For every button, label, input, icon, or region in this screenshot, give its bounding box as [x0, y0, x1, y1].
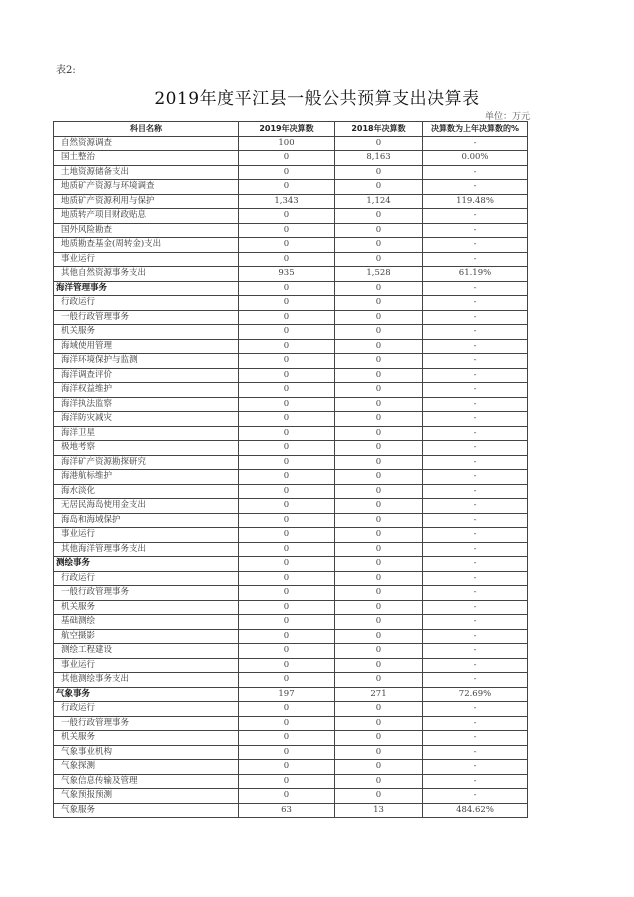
cell-subject-name: 气象预报预测: [54, 789, 239, 804]
category-row: [54, 281, 528, 296]
cell-2019-actual: 0: [239, 644, 335, 659]
cell-ratio-percent: -: [423, 368, 528, 383]
table-row: [54, 745, 528, 760]
cell-subject-name: 国土整治: [54, 151, 239, 166]
cell-2019-actual: 0: [239, 571, 335, 586]
cell-subject-name: 海洋环境保护与监测: [54, 354, 239, 369]
cell-ratio-percent: -: [423, 252, 528, 267]
cell-subject-name: 气象服务: [54, 803, 239, 818]
cell-2019-actual: 0: [239, 151, 335, 166]
table-row: [54, 658, 528, 673]
cell-ratio-percent: -: [423, 426, 528, 441]
cell-subject-name: 极地考察: [54, 441, 239, 456]
table-row: [54, 238, 528, 253]
table-row: [54, 354, 528, 369]
cell-ratio-percent: -: [423, 383, 528, 398]
cell-subject-name: 基础测绘: [54, 615, 239, 630]
cell-2018-actual: 0: [335, 180, 423, 195]
cell-ratio-percent: 0.00%: [423, 151, 528, 166]
cell-subject-name: 机关服务: [54, 600, 239, 615]
cell-2018-actual: 0: [335, 354, 423, 369]
cell-2019-actual: 0: [239, 615, 335, 630]
cell-ratio-percent: -: [423, 789, 528, 804]
table-row: [54, 702, 528, 717]
cell-subject-name: 其他海洋管理事务支出: [54, 542, 239, 557]
cell-subject-name: 行政运行: [54, 296, 239, 311]
cell-2018-actual: 0: [335, 644, 423, 659]
cell-ratio-percent: -: [423, 760, 528, 775]
table-row: [54, 803, 528, 818]
cell-subject-name: 事业运行: [54, 658, 239, 673]
table-row: [54, 194, 528, 209]
cell-ratio-percent: 72.69%: [423, 687, 528, 702]
cell-2018-actual: 0: [335, 412, 423, 427]
cell-2018-actual: 0: [335, 281, 423, 296]
table-row: [54, 296, 528, 311]
cell-subject-name: 国外风险勘查: [54, 223, 239, 238]
cell-2019-actual: 0: [239, 397, 335, 412]
cell-2018-actual: 0: [335, 702, 423, 717]
table-row: [54, 165, 528, 180]
cell-ratio-percent: -: [423, 731, 528, 746]
cell-2019-actual: 0: [239, 223, 335, 238]
cell-2019-actual: 0: [239, 513, 335, 528]
cell-subject-name: 海洋防灾减灾: [54, 412, 239, 427]
cell-2019-actual: 0: [239, 412, 335, 427]
cell-2019-actual: 0: [239, 557, 335, 572]
cell-2018-actual: 0: [335, 310, 423, 325]
table-row: [54, 513, 528, 528]
cell-subject-name: 其他自然资源事务支出: [54, 267, 239, 282]
cell-subject-name: 地质矿产资源利用与保护: [54, 194, 239, 209]
table-row: [54, 600, 528, 615]
table-row: [54, 441, 528, 456]
table-row: [54, 383, 528, 398]
cell-subject-name: 海水淡化: [54, 484, 239, 499]
cell-ratio-percent: -: [423, 397, 528, 412]
cell-2018-actual: 0: [335, 368, 423, 383]
cell-ratio-percent: -: [423, 673, 528, 688]
cell-2019-actual: 0: [239, 368, 335, 383]
cell-subject-name: 气象事业机构: [54, 745, 239, 760]
table-row: [54, 629, 528, 644]
table-row: [54, 397, 528, 412]
cell-ratio-percent: -: [423, 745, 528, 760]
cell-ratio-percent: -: [423, 180, 528, 195]
cell-subject-name: 地质矿产资源与环境调查: [54, 180, 239, 195]
cell-ratio-percent: -: [423, 586, 528, 601]
table-row: [54, 339, 528, 354]
cell-subject-name: 一般行政管理事务: [54, 586, 239, 601]
cell-2019-actual: 0: [239, 528, 335, 543]
cell-subject-name: 机关服务: [54, 325, 239, 340]
cell-2019-actual: 0: [239, 339, 335, 354]
header-ratio-percent: 决算数为上年决算数的%: [423, 122, 528, 137]
cell-2018-actual: 0: [335, 470, 423, 485]
table-number-label: 表2:: [56, 65, 76, 76]
cell-ratio-percent: -: [423, 600, 528, 615]
cell-2018-actual: 0: [335, 209, 423, 224]
cell-ratio-percent: -: [423, 325, 528, 340]
cell-2018-actual: 0: [335, 339, 423, 354]
cell-2019-actual: 0: [239, 629, 335, 644]
cell-2018-actual: 0: [335, 586, 423, 601]
cell-2019-actual: 0: [239, 702, 335, 717]
cell-2019-actual: 0: [239, 600, 335, 615]
cell-ratio-percent: -: [423, 165, 528, 180]
table-row: [54, 252, 528, 267]
cell-2018-actual: 271: [335, 687, 423, 702]
cell-2018-actual: 0: [335, 557, 423, 572]
cell-2018-actual: 0: [335, 165, 423, 180]
cell-ratio-percent: -: [423, 542, 528, 557]
cell-2019-actual: 0: [239, 470, 335, 485]
cell-2019-actual: 0: [239, 310, 335, 325]
cell-2018-actual: 0: [335, 325, 423, 340]
cell-subject-name: 海洋权益维护: [54, 383, 239, 398]
table-row: [54, 151, 528, 166]
cell-2019-actual: 0: [239, 542, 335, 557]
table-row: [54, 267, 528, 282]
cell-subject-name: 一般行政管理事务: [54, 716, 239, 731]
cell-2019-actual: 0: [239, 354, 335, 369]
table-row: [54, 136, 528, 151]
cell-ratio-percent: -: [423, 528, 528, 543]
cell-2018-actual: 0: [335, 455, 423, 470]
cell-subject-name: 行政运行: [54, 571, 239, 586]
cell-subject-name: 航空摄影: [54, 629, 239, 644]
cell-subject-name: 机关服务: [54, 731, 239, 746]
table-row: [54, 412, 528, 427]
cell-ratio-percent: -: [423, 499, 528, 514]
table-row: [54, 209, 528, 224]
cell-ratio-percent: -: [423, 281, 528, 296]
cell-2018-actual: 0: [335, 600, 423, 615]
cell-2019-actual: 0: [239, 789, 335, 804]
cell-subject-name: 海域使用管理: [54, 339, 239, 354]
cell-2018-actual: 0: [335, 484, 423, 499]
cell-2018-actual: 0: [335, 528, 423, 543]
cell-ratio-percent: -: [423, 339, 528, 354]
cell-2018-actual: 0: [335, 136, 423, 151]
header-2019-actual: 2019年决算数: [239, 122, 335, 137]
cell-ratio-percent: -: [423, 354, 528, 369]
cell-subject-name: 地质勘查基金(周转金)支出: [54, 238, 239, 253]
table-row: [54, 180, 528, 195]
cell-subject-name: 一般行政管理事务: [54, 310, 239, 325]
cell-subject-name: 地质转产项目财政贴息: [54, 209, 239, 224]
cell-subject-name: 海洋矿产资源勘探研究: [54, 455, 239, 470]
cell-subject-name: 土地资源储备支出: [54, 165, 239, 180]
cell-ratio-percent: -: [423, 629, 528, 644]
cell-2018-actual: 0: [335, 774, 423, 789]
cell-2018-actual: 0: [335, 789, 423, 804]
cell-2018-actual: 0: [335, 673, 423, 688]
cell-2018-actual: 0: [335, 383, 423, 398]
table-row: [54, 571, 528, 586]
cell-2018-actual: 0: [335, 426, 423, 441]
cell-2019-actual: 0: [239, 238, 335, 253]
cell-2019-actual: 197: [239, 687, 335, 702]
cell-2018-actual: 0: [335, 513, 423, 528]
table-row: [54, 455, 528, 470]
budget-table: [53, 121, 528, 818]
cell-2019-actual: 0: [239, 180, 335, 195]
cell-2019-actual: 0: [239, 426, 335, 441]
cell-ratio-percent: -: [423, 702, 528, 717]
table-row: [54, 368, 528, 383]
cell-ratio-percent: -: [423, 716, 528, 731]
cell-2019-actual: 935: [239, 267, 335, 282]
cell-subject-name: 海洋卫星: [54, 426, 239, 441]
table-row: [54, 716, 528, 731]
cell-2019-actual: 0: [239, 296, 335, 311]
cell-subject-name: 测绘工程建设: [54, 644, 239, 659]
cell-ratio-percent: -: [423, 484, 528, 499]
table-row: [54, 774, 528, 789]
cell-subject-name: 海洋执法监察: [54, 397, 239, 412]
cell-2018-actual: 0: [335, 252, 423, 267]
cell-2018-actual: 0: [335, 296, 423, 311]
cell-2018-actual: 1,528: [335, 267, 423, 282]
cell-2018-actual: 0: [335, 542, 423, 557]
cell-2018-actual: 0: [335, 238, 423, 253]
category-row: [54, 557, 528, 572]
cell-ratio-percent: -: [423, 658, 528, 673]
table-row: [54, 484, 528, 499]
unit-label: 单位：万元: [484, 112, 530, 122]
cell-2019-actual: 0: [239, 484, 335, 499]
cell-ratio-percent: -: [423, 441, 528, 456]
cell-ratio-percent: -: [423, 470, 528, 485]
table-row: [54, 499, 528, 514]
cell-ratio-percent: -: [423, 296, 528, 311]
cell-subject-name: 海洋管理事务: [54, 281, 239, 296]
cell-2019-actual: 1,343: [239, 194, 335, 209]
cell-2019-actual: 0: [239, 658, 335, 673]
cell-2019-actual: 0: [239, 586, 335, 601]
cell-subject-name: 海洋调查评价: [54, 368, 239, 383]
cell-subject-name: 气象事务: [54, 687, 239, 702]
table-header-row: [54, 122, 528, 137]
cell-2019-actual: 0: [239, 441, 335, 456]
cell-2019-actual: 0: [239, 731, 335, 746]
cell-2019-actual: 0: [239, 774, 335, 789]
table-row: [54, 731, 528, 746]
cell-2019-actual: 0: [239, 281, 335, 296]
table-row: [54, 542, 528, 557]
table-row: [54, 223, 528, 238]
table-row: [54, 325, 528, 340]
table-row: [54, 760, 528, 775]
cell-2018-actual: 8,163: [335, 151, 423, 166]
cell-ratio-percent: -: [423, 774, 528, 789]
cell-2018-actual: 0: [335, 760, 423, 775]
table-row: [54, 310, 528, 325]
cell-ratio-percent: -: [423, 455, 528, 470]
table-row: [54, 426, 528, 441]
cell-subject-name: 事业运行: [54, 252, 239, 267]
cell-2018-actual: 0: [335, 571, 423, 586]
table-row: [54, 586, 528, 601]
cell-ratio-percent: -: [423, 136, 528, 151]
table-row: [54, 789, 528, 804]
cell-subject-name: 海港航标维护: [54, 470, 239, 485]
cell-2019-actual: 0: [239, 499, 335, 514]
table-row: [54, 470, 528, 485]
cell-ratio-percent: -: [423, 209, 528, 224]
cell-subject-name: 其他测绘事务支出: [54, 673, 239, 688]
cell-ratio-percent: -: [423, 513, 528, 528]
cell-subject-name: 气象信息传输及管理: [54, 774, 239, 789]
cell-2018-actual: 0: [335, 615, 423, 630]
table-row: [54, 615, 528, 630]
cell-ratio-percent: -: [423, 310, 528, 325]
cell-2018-actual: 0: [335, 716, 423, 731]
cell-2018-actual: 0: [335, 629, 423, 644]
table-row: [54, 673, 528, 688]
cell-subject-name: 行政运行: [54, 702, 239, 717]
cell-subject-name: 测绘事务: [54, 557, 239, 572]
cell-2018-actual: 0: [335, 731, 423, 746]
cell-ratio-percent: -: [423, 238, 528, 253]
cell-2019-actual: 0: [239, 209, 335, 224]
cell-2019-actual: 0: [239, 455, 335, 470]
cell-ratio-percent: -: [423, 557, 528, 572]
cell-ratio-percent: -: [423, 412, 528, 427]
cell-ratio-percent: 61.19%: [423, 267, 528, 282]
header-subject-name: 科目名称: [54, 122, 239, 137]
cell-2018-actual: 1,124: [335, 194, 423, 209]
cell-subject-name: 事业运行: [54, 528, 239, 543]
cell-subject-name: 气象探测: [54, 760, 239, 775]
cell-2018-actual: 0: [335, 441, 423, 456]
header-2018-actual: 2018年决算数: [335, 122, 423, 137]
cell-2019-actual: 0: [239, 745, 335, 760]
cell-2019-actual: 0: [239, 383, 335, 398]
cell-2018-actual: 0: [335, 745, 423, 760]
cell-subject-name: 自然资源调查: [54, 136, 239, 151]
cell-2018-actual: 0: [335, 397, 423, 412]
cell-2018-actual: 0: [335, 658, 423, 673]
cell-2018-actual: 0: [335, 499, 423, 514]
cell-2019-actual: 63: [239, 803, 335, 818]
cell-2018-actual: 0: [335, 223, 423, 238]
cell-2019-actual: 100: [239, 136, 335, 151]
table-row: [54, 528, 528, 543]
cell-2019-actual: 0: [239, 252, 335, 267]
table-body: [54, 136, 528, 818]
cell-subject-name: 无居民海岛使用金支出: [54, 499, 239, 514]
cell-ratio-percent: -: [423, 571, 528, 586]
cell-2019-actual: 0: [239, 716, 335, 731]
cell-subject-name: 海岛和海域保护: [54, 513, 239, 528]
cell-ratio-percent: 119.48%: [423, 194, 528, 209]
category-row: [54, 687, 528, 702]
cell-ratio-percent: -: [423, 644, 528, 659]
cell-2019-actual: 0: [239, 760, 335, 775]
document-title: 2019年度平江县一般公共预算支出决算表: [154, 89, 480, 109]
table-row: [54, 644, 528, 659]
cell-2019-actual: 0: [239, 165, 335, 180]
cell-2019-actual: 0: [239, 325, 335, 340]
cell-ratio-percent: -: [423, 223, 528, 238]
cell-2018-actual: 13: [335, 803, 423, 818]
cell-ratio-percent: 484.62%: [423, 803, 528, 818]
cell-2019-actual: 0: [239, 673, 335, 688]
cell-ratio-percent: -: [423, 615, 528, 630]
